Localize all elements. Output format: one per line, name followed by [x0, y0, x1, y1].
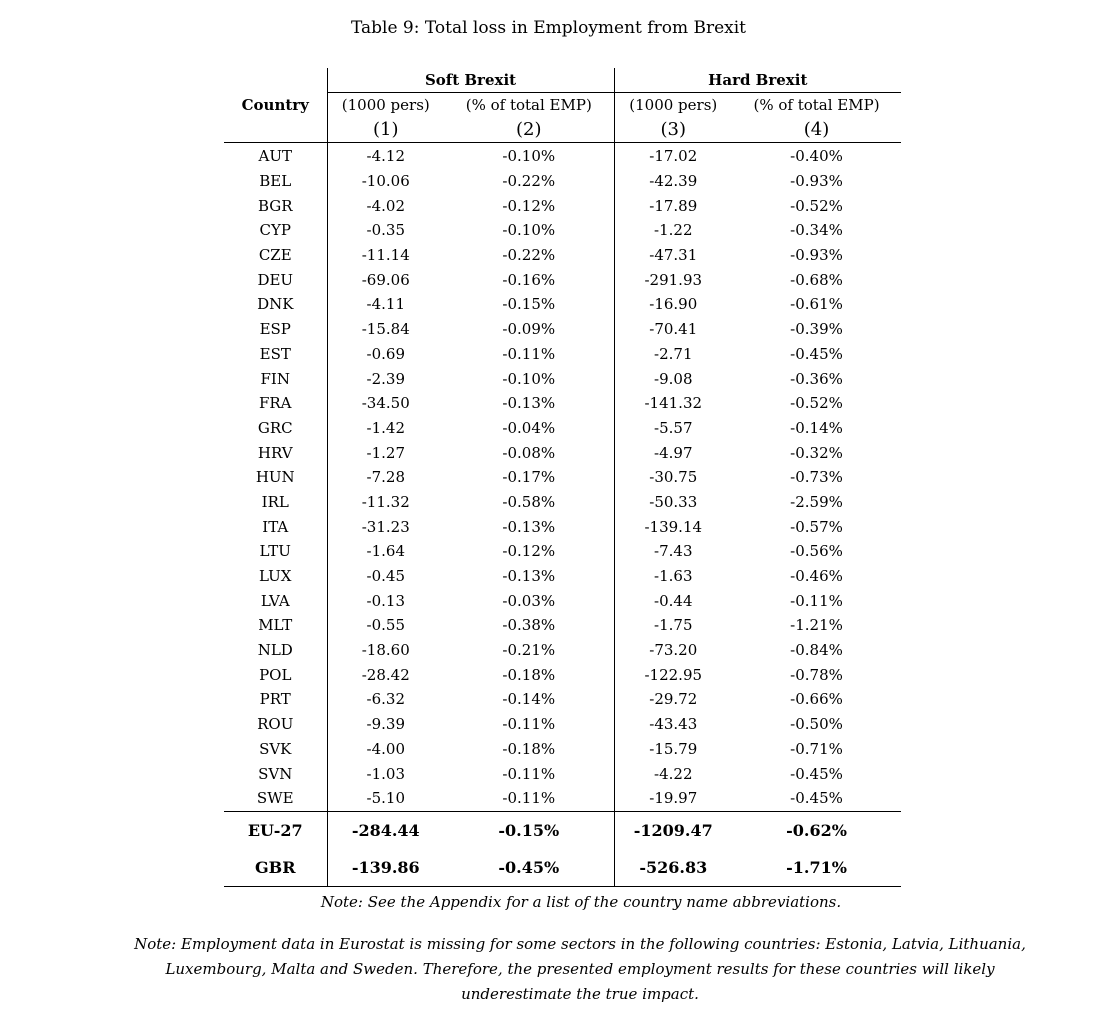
hard-pers-cell: -1.63: [614, 564, 732, 589]
hard-pers-cell: -17.89: [614, 193, 732, 218]
total-row: [224, 849, 901, 887]
hard-pct-cell: -1.21%: [790, 616, 843, 635]
country-cell: LUX: [259, 567, 292, 586]
hard-pct-cell: -0.45%: [732, 786, 901, 811]
hard-pct-cell: -0.32%: [790, 443, 843, 462]
soft-pct-cell: -0.03%: [502, 591, 556, 610]
country-cell: EST: [259, 344, 291, 363]
hard-pct-cell: -0.56%: [790, 542, 843, 561]
table-row: [224, 169, 901, 194]
soft-pct-cell: -0.58%: [502, 492, 556, 511]
hard-pers-cell: -141.32: [614, 391, 732, 416]
hard-pct-cell: -0.11%: [790, 591, 843, 610]
hard-pers-cell: -122.95: [614, 662, 732, 687]
table-row: [224, 317, 901, 342]
table-row: [224, 366, 901, 391]
hard-pct-cell: -2.59%: [790, 492, 843, 511]
soft-pct-cell: -0.16%: [502, 270, 556, 289]
soft-pers-cell: -4.11: [327, 292, 444, 317]
soft-pers-cell: -0.13: [327, 588, 444, 613]
hard-pct-cell: -0.61%: [790, 295, 843, 314]
soft-unit-pct-header: (% of total EMP): [465, 96, 592, 114]
table-row: [224, 490, 901, 515]
hard-pers-cell: -50.33: [614, 490, 732, 515]
country-cell: ROU: [257, 715, 294, 734]
column-number-2: (2): [444, 117, 614, 143]
employment-loss-table: [224, 68, 901, 887]
soft-pct-cell: -0.10%: [502, 147, 556, 166]
soft-pct-cell: -0.17%: [502, 468, 556, 487]
hard-pct-cell: -0.50%: [790, 715, 843, 734]
country-cell: PRT: [259, 690, 291, 709]
soft-pct-cell: -0.22%: [502, 246, 556, 265]
table-row: [224, 539, 901, 564]
column-number-3: (3): [614, 117, 732, 143]
hard-pct-cell: -0.68%: [790, 270, 843, 289]
soft-pers-cell: -284.44: [327, 811, 444, 849]
table-row: [224, 687, 901, 712]
country-cell: CZE: [258, 246, 292, 265]
soft-pers-cell: -5.10: [327, 786, 444, 811]
hard-brexit-header: Hard Brexit: [614, 68, 901, 93]
country-column-header: Country: [224, 68, 327, 143]
table-row: [224, 292, 901, 317]
soft-pers-cell: -1.27: [327, 440, 444, 465]
hard-pers-cell: -291.93: [614, 267, 732, 292]
table-row: [224, 712, 901, 737]
soft-pers-cell: -10.06: [327, 169, 444, 194]
soft-pct-cell: -0.15%: [502, 295, 556, 314]
table-row: [224, 465, 901, 490]
hard-pers-cell: -29.72: [614, 687, 732, 712]
soft-pct-cell: -0.09%: [502, 320, 556, 339]
hard-pers-cell: -16.90: [614, 292, 732, 317]
table-row: [224, 440, 901, 465]
table-row: [224, 193, 901, 218]
hard-pers-cell: -19.97: [614, 786, 732, 811]
column-number-1: (1): [327, 117, 444, 143]
country-cell: BGR: [257, 196, 293, 215]
soft-pers-cell: -1.42: [327, 416, 444, 441]
soft-pct-cell: -0.13%: [502, 567, 556, 586]
missing-data-note: [80, 932, 1080, 1007]
table-row: [224, 564, 901, 589]
hard-pers-cell: -42.39: [614, 169, 732, 194]
soft-pct-cell: -0.08%: [502, 443, 556, 462]
soft-pct-cell: -0.12%: [502, 196, 556, 215]
table-caption: Table 9: Total loss in Employment from Brexit: [350, 18, 747, 38]
soft-pct-cell: -0.14%: [502, 690, 556, 709]
country-cell: AUT: [258, 147, 292, 166]
soft-pers-cell: -18.60: [327, 638, 444, 663]
soft-pers-cell: -31.23: [327, 514, 444, 539]
soft-pct-cell: -0.11%: [502, 715, 556, 734]
country-cell: IRL: [261, 492, 289, 511]
hard-pers-cell: -0.44: [614, 588, 732, 613]
hard-pers-cell: -139.14: [614, 514, 732, 539]
hard-pct-cell: -0.46%: [790, 567, 843, 586]
country-cell: BEL: [259, 172, 292, 191]
soft-pers-cell: -4.12: [327, 143, 444, 169]
country-cell: FRA: [258, 394, 292, 413]
soft-pers-cell: -1.03: [327, 761, 444, 786]
table-row: [224, 267, 901, 292]
table-row: [224, 638, 901, 663]
hard-pct-cell: -0.14%: [790, 418, 843, 437]
hard-pct-cell: -0.40%: [790, 147, 843, 166]
hard-pers-cell: -47.31: [614, 243, 732, 268]
hard-unit-pct-header: (% of total EMP): [753, 96, 880, 114]
hard-pers-cell: -5.57: [614, 416, 732, 441]
soft-pct-cell: -0.38%: [502, 616, 556, 635]
soft-pers-cell: -4.00: [327, 737, 444, 762]
total-row: [224, 811, 901, 849]
hard-pct-cell: -0.78%: [790, 665, 843, 684]
soft-pers-cell: -4.02: [327, 193, 444, 218]
soft-pct-cell: -0.13%: [502, 394, 556, 413]
soft-pers-cell: -69.06: [327, 267, 444, 292]
hard-pct-cell: -0.34%: [790, 221, 843, 240]
hard-pct-cell: -0.45%: [790, 764, 843, 783]
soft-pers-cell: -6.32: [327, 687, 444, 712]
table-row: [224, 588, 901, 613]
column-number-4: (4): [732, 117, 901, 143]
table-header: [224, 68, 901, 143]
soft-pct-cell: -0.13%: [502, 517, 556, 536]
table-row: [224, 342, 901, 367]
soft-pers-cell: -7.28: [327, 465, 444, 490]
country-cell: HRV: [257, 443, 293, 462]
table-row: [224, 737, 901, 762]
soft-pct-cell: -0.04%: [502, 418, 556, 437]
hard-pct-cell: -0.73%: [790, 468, 843, 487]
country-cell: SVK: [259, 739, 292, 758]
soft-pers-cell: -11.32: [327, 490, 444, 515]
country-cell: SWE: [224, 786, 327, 811]
country-cell: CYP: [259, 221, 291, 240]
hard-pers-cell: -15.79: [614, 737, 732, 762]
hard-pct-cell: -0.93%: [790, 246, 843, 265]
hard-pct-cell: -0.45%: [790, 344, 843, 363]
employment-loss-table-wrapper: [224, 68, 901, 887]
soft-brexit-header: Soft Brexit: [327, 68, 614, 93]
table-row: [224, 391, 901, 416]
hard-pct-cell: -0.39%: [790, 320, 843, 339]
country-cell: EU-27: [247, 820, 303, 840]
hard-pers-cell: -17.02: [614, 143, 732, 169]
country-cell: GRC: [257, 418, 293, 437]
table-row: [224, 514, 901, 539]
hard-pct-cell: -0.62%: [786, 820, 847, 840]
soft-pers-cell: -0.45: [327, 564, 444, 589]
soft-pct-cell: -0.11%: [444, 786, 614, 811]
hard-pct-cell: -0.66%: [790, 690, 843, 709]
hard-pers-cell: -73.20: [614, 638, 732, 663]
soft-pers-cell: -28.42: [327, 662, 444, 687]
table-row: [224, 786, 901, 811]
table-row: [224, 218, 901, 243]
country-cell: NLD: [257, 641, 293, 660]
missing-data-note-line: underestimate the true impact.: [461, 985, 699, 1003]
soft-pct-cell: -0.10%: [502, 369, 556, 388]
soft-pers-cell: -9.39: [327, 712, 444, 737]
soft-pers-cell: -1.64: [327, 539, 444, 564]
soft-pers-cell: -0.35: [327, 218, 444, 243]
hard-pers-cell: -70.41: [614, 317, 732, 342]
table-row: [224, 143, 901, 169]
hard-pers-cell: -9.08: [614, 366, 732, 391]
hard-pers-cell: -43.43: [614, 712, 732, 737]
country-rows: [224, 143, 901, 812]
country-cell: ESP: [259, 320, 291, 339]
country-cell: SVN: [258, 764, 293, 783]
country-cell: MLT: [258, 616, 293, 635]
hard-pct-cell: -0.52%: [790, 394, 843, 413]
table-row: [224, 416, 901, 441]
hard-pers-cell: -2.71: [614, 342, 732, 367]
hard-pct-cell: -0.84%: [790, 641, 843, 660]
hard-pers-cell: -7.43: [614, 539, 732, 564]
hard-pers-cell: -4.97: [614, 440, 732, 465]
total-rows: [224, 811, 901, 886]
table-row: [224, 243, 901, 268]
soft-pct-cell: -0.15%: [498, 820, 560, 840]
soft-pers-cell: -2.39: [327, 366, 444, 391]
country-cell: LVA: [260, 591, 290, 610]
hard-pers-cell: -526.83: [614, 849, 732, 887]
hard-pers-cell: -1.75: [614, 613, 732, 638]
country-cell: GBR: [224, 849, 327, 887]
missing-data-note-line: Luxembourg, Malta and Sweden. Therefore, the presented employment results for these countries will likely: [165, 960, 995, 978]
country-cell: LTU: [259, 542, 291, 561]
country-cell: ITA: [262, 517, 289, 536]
hard-pers-cell: -1209.47: [614, 811, 732, 849]
hard-pct-cell: -0.93%: [790, 172, 843, 191]
hard-pct-cell: -0.52%: [790, 196, 843, 215]
hard-pct-cell: -0.71%: [790, 739, 843, 758]
table-row: [224, 613, 901, 638]
soft-unit-pers-header: (1000 pers): [327, 93, 444, 118]
hard-pers-cell: -30.75: [614, 465, 732, 490]
soft-pers-cell: -0.69: [327, 342, 444, 367]
missing-data-note-line: Note: Employment data in Eurostat is missing for some sectors in the following countries: Estonia, Latvia, Lithuania,: [134, 935, 1026, 953]
soft-pct-cell: -0.22%: [502, 172, 556, 191]
country-cell: FIN: [260, 369, 290, 388]
hard-pct-cell: -0.36%: [790, 369, 843, 388]
soft-pct-cell: -0.11%: [502, 764, 556, 783]
abbreviation-note: Note: See the Appendix for a list of the country name abbreviations.: [320, 893, 842, 911]
country-cell: DEU: [257, 270, 294, 289]
hard-pers-cell: -1.22: [614, 218, 732, 243]
soft-pers-cell: -11.14: [327, 243, 444, 268]
hard-unit-pers-header: (1000 pers): [614, 93, 732, 118]
country-cell: HUN: [255, 468, 295, 487]
hard-pct-cell: -1.71%: [732, 849, 901, 887]
soft-pct-cell: -0.45%: [444, 849, 614, 887]
soft-pct-cell: -0.18%: [502, 665, 556, 684]
soft-pers-cell: -139.86: [327, 849, 444, 887]
table-row: [224, 761, 901, 786]
hard-pct-cell: -0.57%: [790, 517, 843, 536]
soft-pct-cell: -0.11%: [502, 344, 556, 363]
country-cell: DNK: [257, 295, 294, 314]
soft-pct-cell: -0.10%: [502, 221, 556, 240]
soft-pct-cell: -0.12%: [502, 542, 556, 561]
hard-pers-cell: -4.22: [614, 761, 732, 786]
table-row: [224, 662, 901, 687]
country-cell: POL: [259, 665, 292, 684]
soft-pers-cell: -0.55: [327, 613, 444, 638]
soft-pers-cell: -15.84: [327, 317, 444, 342]
soft-pct-cell: -0.21%: [502, 641, 556, 660]
soft-pct-cell: -0.18%: [502, 739, 556, 758]
soft-pers-cell: -34.50: [327, 391, 444, 416]
